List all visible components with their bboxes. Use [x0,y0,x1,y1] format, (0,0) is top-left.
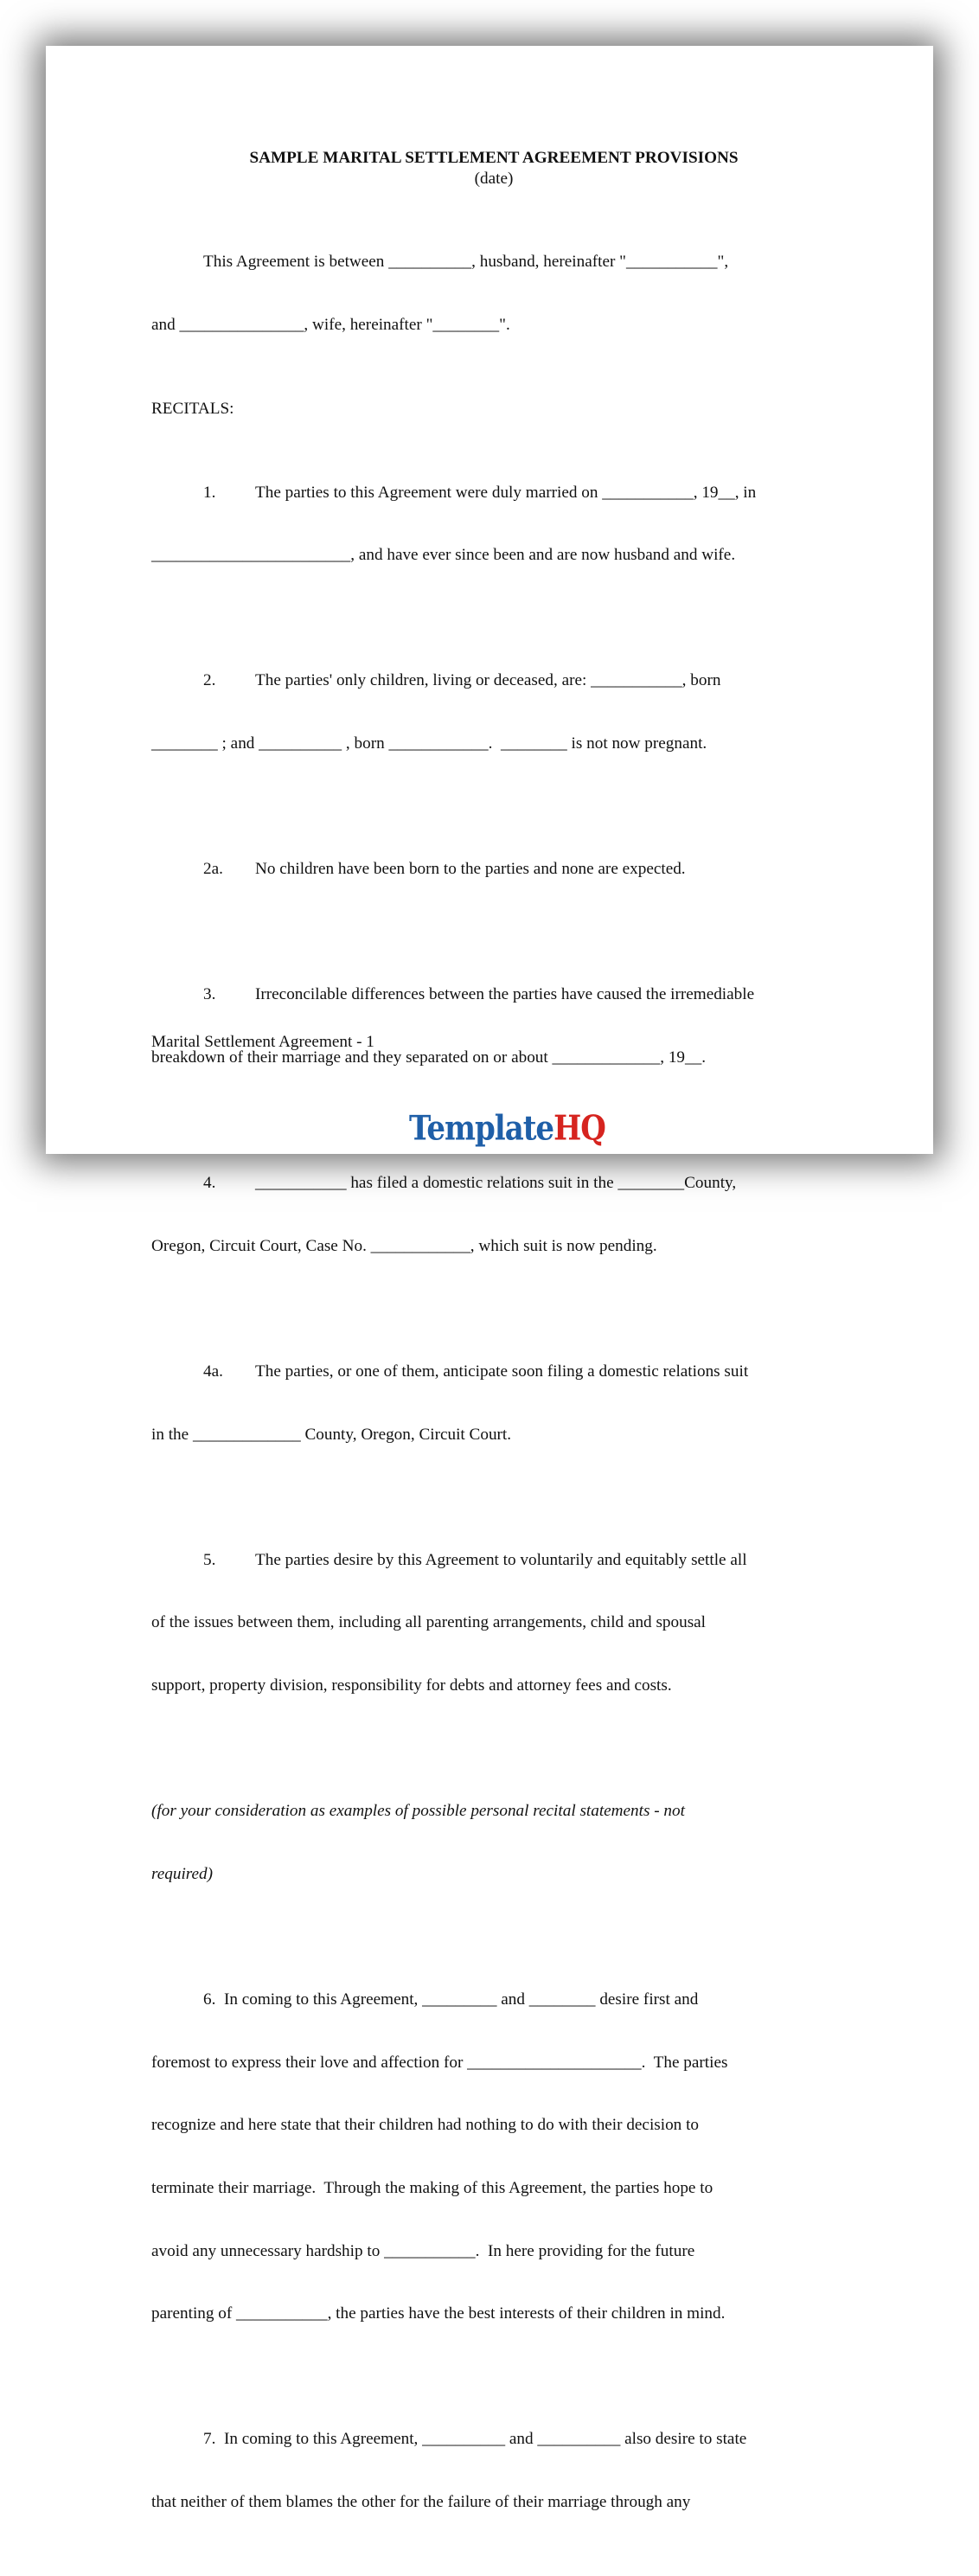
recital-4: 4. ___________ has filed a domestic relations suit in the ________County, Oregon, Circuit Court, Case No. ____________, which suit is now pending. [151,1174,737,1255]
intro-line-2: and _______________, wife, hereinafter "________". [151,316,510,335]
recital-number: 4a. [203,1362,223,1381]
recital-4a: 4a. The parties, or one of them, anticipate soon filing a domestic relations suit in the _____________ County, Oregon, Circuit Court. [151,1362,749,1444]
recital-number: 2a. [203,860,223,879]
logo-text-hq: HQ [553,1109,605,1149]
recital-3: 3. Irreconcilable differences between the parties have caused the irremediable breakdown of their marriage and they separated on or about _____________, 19__. [151,985,755,1067]
logo-text-template: Template [409,1109,554,1149]
recital-2a: 2a. No children have been born to the parties and none are expected. [151,817,835,922]
recital-2: 2. The parties' only children, living or deceased, are: ___________, born ________ ; and __________ , born ____________. ________ is not now pregnant. [151,671,721,753]
page-footer: Marital Settlement Agreement - 1 [151,1033,374,1051]
recital-number: 1. [203,483,216,502]
document-page [46,46,933,2511]
consideration-note: (for your consideration as examples of possible personal recital statements - not required) [151,1802,685,1883]
recital-number: 5. [203,1550,216,1569]
intro-line-1: This Agreement is between __________, husband, hereinafter "___________", [203,253,729,272]
recitals-heading: RECITALS: [151,399,234,418]
templatehq-watermark-logo [409,1107,605,1151]
intro-paragraph [151,210,835,378]
recital-6: 6. In coming to this Agreement, _________ and ________ desire first and foremost to express their love and affection for _____________________. The parties recognize and here state that their children had nothing to do with their decision to terminate their marriage. Through the making of this Agreement, the parties hope to avoid any unnecessary hardship to ___________. In here providing for the future parenting of ___________, the parties have the best interests of their children in mind. [151,1990,728,2323]
recital-7: 7. In coming to this Agreement, __________ and __________ also desire to state that neither of them blames the other for the failure of their marriage through any [151,2430,747,2511]
document-title: SAMPLE MARITAL SETTLEMENT AGREEMENT PROVISIONS [249,149,739,167]
document-body [151,148,835,2576]
recital-1: 1. The parties to this Agreement were duly married on ___________, 19__, in ________________________, and have ever since been and are now husband and wife. [151,483,757,565]
recital-number: 3. [203,985,216,1004]
recital-number: 4. [203,1174,216,1193]
recital-5: 5. The parties desire by this Agreement to voluntarily and equitably settle all of the issues between them, including all parenting arrangements, child and spousal support, property division, responsibility for debts and attorney fees and costs. [151,1550,747,1695]
document-date: (date) [474,170,514,188]
recital-number: 2. [203,671,216,690]
